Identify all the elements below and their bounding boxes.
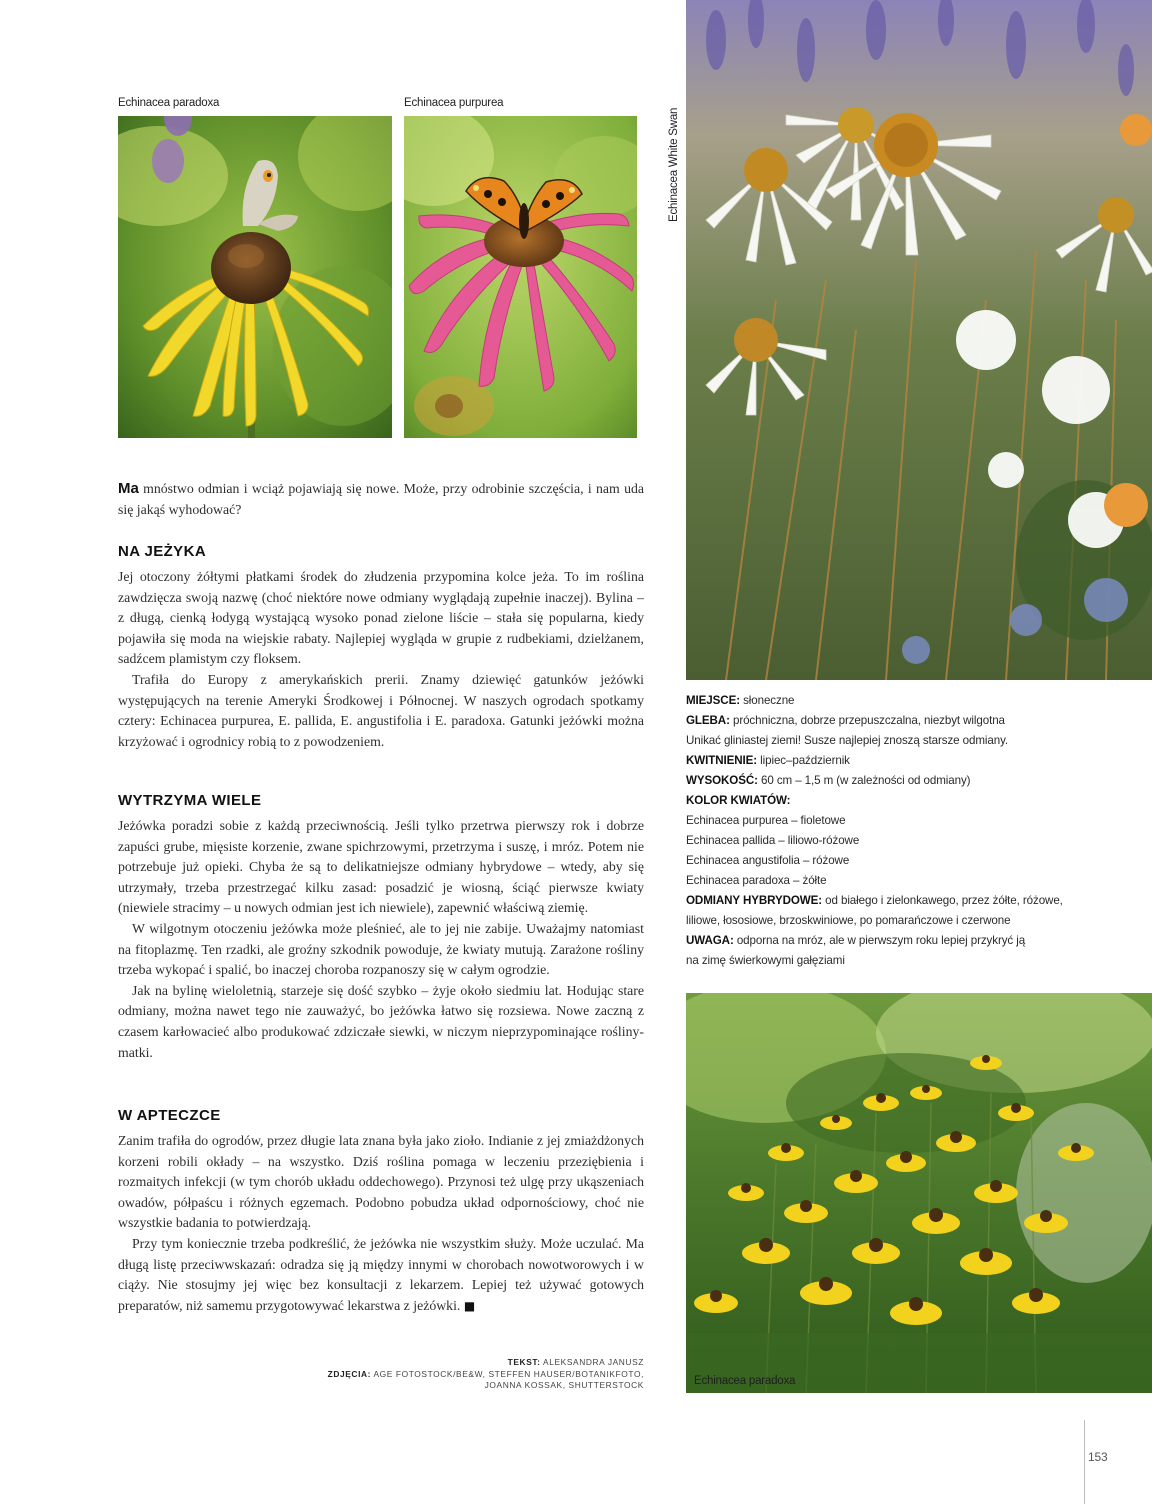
page-number-divider [1084,1420,1085,1504]
section-body-w-apteczce [118,1131,644,1316]
info-gleba-value: próchniczna, dobrze przepuszczalna, niezbyt wilgotna [732,714,1005,727]
photo-caption-paradoxa-field: Echinacea paradoxa [694,1375,796,1387]
info-gleba-note: Unikać gliniastej ziemi! Susze najlepiej znoszą starsze odmiany. [686,734,1009,747]
info-kolor-label: KOLOR KWIATÓW: [686,794,791,807]
info-kolor-item: Echinacea purpurea – fioletowe [686,814,846,827]
info-kolor-item: Echinacea paradoxa – żółte [686,874,827,887]
info-uwaga-label: UWAGA: [686,934,734,947]
info-kolor-item: Echinacea angustifolia – różowe [686,854,850,867]
end-mark: ■ [463,1298,476,1313]
info-kwitnienie-label: KWITNIENIE: [686,754,758,767]
info-odmiany-label: ODMIANY HYBRYDOWE: [686,894,823,907]
page-number: 153 [1088,1450,1108,1464]
credits-text-author: ALEKSANDRA JANUSZ [543,1357,644,1367]
info-miejsce-value: słoneczne [743,694,795,707]
info-uwaga-value-1: odporna na mróz, ale w pierwszym roku lepiej przykryć ją [736,934,1026,947]
paragraph: Jak na bylinę wieloletnią, starzeje się dość szybko – żyje około siedmiu lat. Hodując stare odmiany, można nawet tego nie zauważyć, bo jeżówka łatwo się rozsiewa. Nowe zaczną z czasem karłowacieć albo produkować zdziczałe siewki, w niczym nieprzypominające rośliny-matki. [118,982,644,1060]
credits [328,1357,644,1392]
plant-info-box [686,691,1086,971]
info-kwitnienie-value: lipiec–październik [760,754,850,767]
paragraph: W wilgotnym otoczeniu jeżówka może pleśnieć, ale to jej nie zabije. Uważajmy natomiast na fitoplazmę. Ten rzadki, ale groźny szkodnik powoduje, że kwiaty mutują. Zarażone rośliny trzeba wykopać i spalić, bo inaczej choroba rozpanoszy się w całym ogrodzie. [118,920,644,978]
section-heading-na-jezyka: NA JEŻYKA [118,543,207,560]
photo-caption-purpurea: Echinacea purpurea [404,97,504,109]
paragraph: Przy tym koniecznie trzeba podkreślić, że jeżówka nie wszystkim służy. Może uczulać. Ma długą listę przeciwwskazań: odradza się ją między innymi w chorobach nowotworowych i w ciąży. Nie stosujmy jej więc bez konsultacji z lekarzem. Lepiej też używać gotowych preparatów, niż samemu przygotowywać lekarstwa z jeżówki. [118,1235,644,1313]
info-miejsce-label: MIEJSCE: [686,694,740,707]
credits-text-label: TEKST: [507,1357,541,1367]
section-heading-wytrzyma-wiele: WYTRZYMA WIELE [118,792,262,809]
credits-photos-line2: JOANNA KOSSAK, SHUTTERSTOCK [484,1380,644,1391]
intro-text: mnóstwo odmian i wciąż pojawiają się nowe. Może, przy odrobinie szczęścia, i nam uda się jakąś wyhodować? [118,481,644,517]
info-odmiany-value-1: od białego i zielonkawego, przez żółte, różowe, [825,894,1063,907]
paragraph: Trafiła do Europy z amerykańskich prerii. Znamy dziewięć gatunków jeżówki występujących na terenie Ameryki Środkowej i Północnej. W naszych ogrodach spotkamy cztery: Echinacea purpurea, E. pallida, E. angustifolia i E. paradoxa. Gatunki jeżówki można krzyżować i ogrodnicy robią to z powodzeniem. [118,671,644,749]
section-body-na-jezyka [118,567,644,752]
photo-echinacea-paradoxa-butterfly [118,116,392,438]
intro-paragraph [118,479,644,520]
credits-photos-label: ZDJĘCIA: [327,1368,372,1379]
intro-dropcap: Ma [118,480,139,497]
section-body-wytrzyma-wiele [118,816,644,1063]
paragraph: Jeżówka poradzi sobie z każdą przeciwnością. Jeśli tylko przetrwa pierwszy rok i dobrze zapuści grube, mięsiste korzenie, zwane spichrzowymi, przetrzyma i suszę, i mróz. Potem nie potrzebuje już opieki. Chyba że są to delikatniejsze odmiany hybrydowe – wtedy, aby się utrzymały, trzeba przestrzegać kilku zasad: posadzić je wiosną, ściąć pierwsze kwiaty (niewiele stracimy – u nowych odmian jest ich niewiele), zapewnić właściwą ziemię. [118,818,644,916]
paragraph: Jej otoczony żółtymi płatkami środek do złudzenia przypomina kolce jeża. To im roślina zawdzięcza swoją nazwę (choć niektóre nowe odmiany wyglądają zupełnie inaczej). Bylina – z długą, cienką łodygą wystającą wysoko ponad zielone liście – stała się popularna, kiedy pojawiła się moda na wiejskie rabaty. Najlepiej wygląda w grupie z rudbekiami, dzielżanem, sadźcem plamistym czy floksem. [118,569,644,667]
paragraph: Zanim trafiła do ogrodów, przez długie lata znana była jako zioło. Indianie z jej zmiażdżonych korzeni robili okłady – na wszystko. Dziś roślina pomaga w leczeniu przeziębienia i rozmaitych infekcji (w tym chorób układu oddechowego). Przynosi też ulgę przy ukąszeniach owadów, półpaścu i różnych egzemach. Podobno pobudza układ odpornościowy, choć nie wszystkie badania to potwierdzają. [118,1133,644,1231]
section-heading-w-apteczce: W APTECZCE [118,1107,221,1124]
info-uwaga-value-2: na zimę świerkowymi gałęziami [686,954,845,967]
info-wysokosc-value: 60 cm – 1,5 m (w zależności od odmiany) [761,774,971,787]
photo-echinacea-purpurea-butterfly [404,116,637,438]
photo-echinacea-paradoxa-field [686,993,1152,1393]
info-gleba-label: GLEBA: [686,714,730,727]
credits-photos-line1: AGE FOTOSTOCK/BE&W, STEFFEN HAUSER/BOTANIKFOTO, [373,1368,644,1379]
photo-echinacea-white-swan [686,0,1152,680]
info-wysokosc-label: WYSOKOŚĆ: [686,774,758,787]
photo-caption-paradoxa: Echinacea paradoxa [118,97,220,109]
info-kolor-item: Echinacea pallida – liliowo-różowe [686,834,860,847]
photo-caption-white-swan: Echinacea White Swan [668,107,680,222]
info-odmiany-value-2: liliowe, łososiowe, brzoskwiniowe, po pomarańczowe i czerwone [686,914,1011,927]
